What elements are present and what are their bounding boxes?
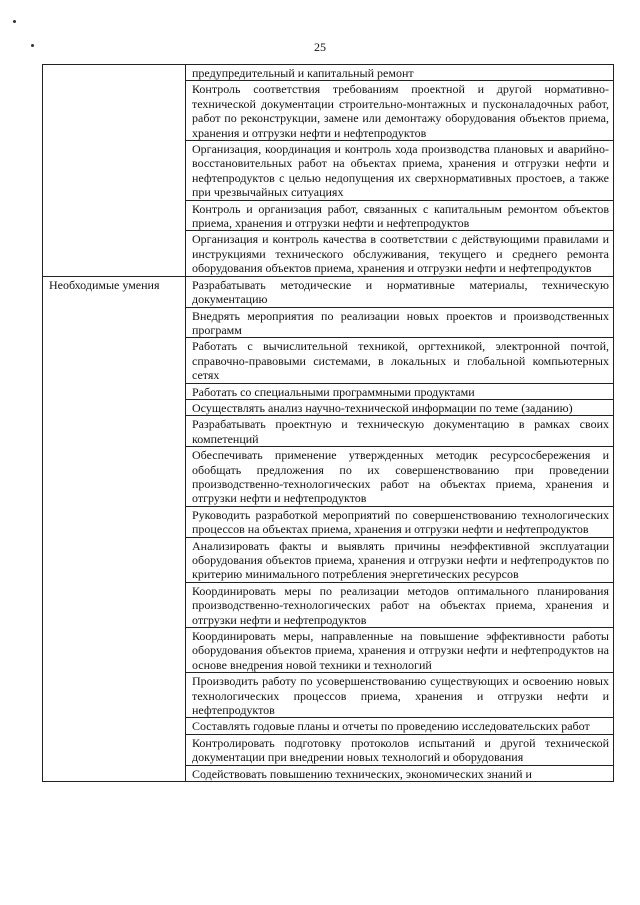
- table-cell-text: Анализировать факты и выявлять причины неэффективной эксплуатации оборудования объектов приема, хранения и отгрузки нефти и нефтепродуктов по критерию минимального потребления энергетических ресурсов: [186, 537, 614, 582]
- table-cell-text: Работать со специальными программными продуктами: [186, 383, 614, 399]
- section-label-skills: Необходимые умения: [43, 276, 186, 781]
- table-cell-text: Руководить разработкой мероприятий по совершенствованию технологических процессов на объектах приема, хранения и отгрузки нефти и нефтепродуктов: [186, 506, 614, 537]
- continued-label-cell: [43, 65, 186, 277]
- table-row: [43, 276, 614, 307]
- table-cell-text: Координировать меры, направленные на повышение эффективности работы оборудования объектов приема, хранения и отгрузки нефти и нефтепродуктов на основе внедрения новой техники и технологий: [186, 628, 614, 673]
- competency-table: [42, 64, 614, 782]
- table-cell-text: Контролировать подготовку протоколов испытаний и другой технической документации при внедрении новых технологий и оборудования: [186, 734, 614, 765]
- page-number: 25: [314, 40, 326, 54]
- table-cell-text: Производить работу по усовершенствованию существующих и освоению новых технологических процессов приема, хранения и отгрузки нефти и нефтепродуктов: [186, 673, 614, 718]
- table-cell-text: Организация и контроль качества в соответствии с действующими правилами и инструкциями технического обслуживания, текущего и среднего ремонта оборудования объектов приема, хранения и отгрузки нефти и нефтепродуктов: [186, 231, 614, 276]
- table-cell-text: Обеспечивать применение утвержденных методик ресурсосбережения и обобщать предложения по их совершенствованию при проведении производственно-технологических работ на объектах приема, хранения и отгрузки нефти и нефтепродуктов: [186, 447, 614, 507]
- table-cell-text: Координировать меры по реализации методов оптимального планирования производственно-технологических работ на объектах приема, хранения и отгрузки нефти и нефтепродуктов: [186, 582, 614, 627]
- table-cell-text: Составлять годовые планы и отчеты по проведению исследовательских работ: [186, 718, 614, 734]
- table-cell-text: Контроль и организация работ, связанных с капитальным ремонтом объектов приема, хранения и отгрузки нефти и нефтепродуктов: [186, 200, 614, 231]
- table-row: [43, 65, 614, 81]
- competency-table-body: [43, 65, 614, 782]
- table-cell-text: Организация, координация и контроль хода производства плановых и аварийно-восстановительных работ на объектах приема, хранения и отгрузки нефти и нефтепродуктов с целью недопущения их сверхнормативных простоев, а также при чрезвычайных ситуациях: [186, 141, 614, 201]
- table-cell-text: Содействовать повышению технических, экономических знаний и: [186, 765, 614, 781]
- table-cell-text: Контроль соответствия требованиям проектной и другой нормативно-технической документации строительно-монтажных и пусконаладочных работ, работ по реконструкции, замене или демонтажу оборудования объектов приема, хранения и отгрузки нефти и нефтепродуктов: [186, 81, 614, 141]
- table-cell-text: Разрабатывать методические и нормативные материалы, техническую документацию: [186, 276, 614, 307]
- table-cell-text: Внедрять мероприятия по реализации новых проектов и производственных программ: [186, 307, 614, 338]
- table-cell-text: Работать с вычислительной техникой, оргтехникой, электронной почтой, справочно-правовыми системами, в локальных и глобальной компьютерных сетях: [186, 338, 614, 383]
- table-cell-text: Осуществлять анализ научно-технической информации по теме (заданию): [186, 399, 614, 415]
- scan-speck: [13, 20, 16, 23]
- table-cell-text: предупредительный и капитальный ремонт: [186, 65, 614, 81]
- table-cell-text: Разрабатывать проектную и техническую документацию в рамках своих компетенций: [186, 416, 614, 447]
